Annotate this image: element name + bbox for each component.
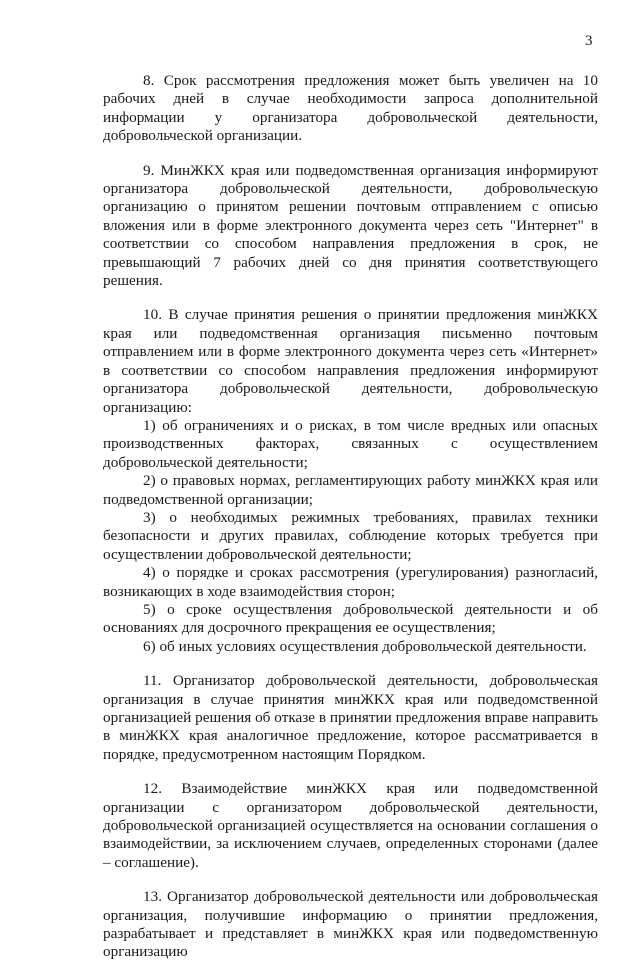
paragraph-11: 11. Организатор добровольческой деятельности, добровольческая организация в случае принятия минЖКХ края или подведомственной организацией решения об отказе в принятии предложения вправе направить в минЖКХ края аналогичное предложение, которое рассматривается в порядке, предусмотренном настоящим Порядком. xyxy=(103,672,598,763)
paragraph-13: 13. Организатор добровольческой деятельности или добровольческая организация, получившие информацию о принятии предложения, разрабатывает и представляет в минЖКХ края или подведомственную организацию xyxy=(103,888,598,961)
paragraph-gap xyxy=(103,146,598,162)
paragraph-gap xyxy=(103,656,598,672)
paragraph-gap xyxy=(103,290,598,306)
paragraph-9: 9. МинЖКХ края или подведомственная организация информируют организатора добровольческой деятельности, добровольческую организацию о принятом решении почтовым отправлением с описью вложения или в форме электронного документа через сеть "Интернет" в соответствии со способом направления предложения в срок, не превышающий 7 рабочих дней со дня принятия соответствующего решения. xyxy=(103,161,598,290)
document-body xyxy=(103,72,598,962)
list-item-6: 6) об иных условиях осуществления добровольческой деятельности. xyxy=(143,637,587,655)
paragraph-12: 12. Взаимодействие минЖКХ края или подведомственной организации с организатором добровольческой деятельности, добровольческой организацией осуществляется на основании соглашения о взаимодействии, за исключением случаев, определенных сторонами (далее – соглашение). xyxy=(103,780,598,871)
list-item-4: 4) о порядке и сроках рассмотрения (урегулирования) разногласий, возникающих в ходе взаимодействия сторон; xyxy=(103,564,598,600)
list-item-5: 5) о сроке осуществления добровольческой деятельности и об основаниях для досрочного прекращения ее осуществления; xyxy=(103,600,598,637)
paragraph-gap xyxy=(103,764,598,780)
page-number: 3 xyxy=(585,33,593,49)
list-item-3: 3) о необходимых режимных требованиях, правилах техники безопасности и других правилах, соблюдение которых требуется при осуществлении добровольческой деятельности; xyxy=(103,508,598,563)
paragraph-8: 8. Срок рассмотрения предложения может быть увеличен на 10 рабочих дней в случае необходимости запроса дополнительной информации у организатора добровольческой деятельности, добровольческой организации. xyxy=(103,72,598,145)
list-item-1: 1) об ограничениях и о рисках, в том числе вредных или опасных производственных факторах, связанных с осуществлением добровольческой деятельности; xyxy=(103,416,598,471)
list-item-2: 2) о правовых нормах, регламентирующих работу минЖКХ края или подведомственной организации; xyxy=(103,472,598,508)
paragraph-10-intro: 10. В случае принятия решения о принятии предложения минЖКХ края или подведомственная организация письменно почтовым отправлением или в форме электронного документа через сеть «Интернет» в соответствии со способом направления предложения информируют организатора добровольческой деятельности, добровольческую организацию: xyxy=(103,306,598,416)
paragraph-gap xyxy=(103,872,598,888)
